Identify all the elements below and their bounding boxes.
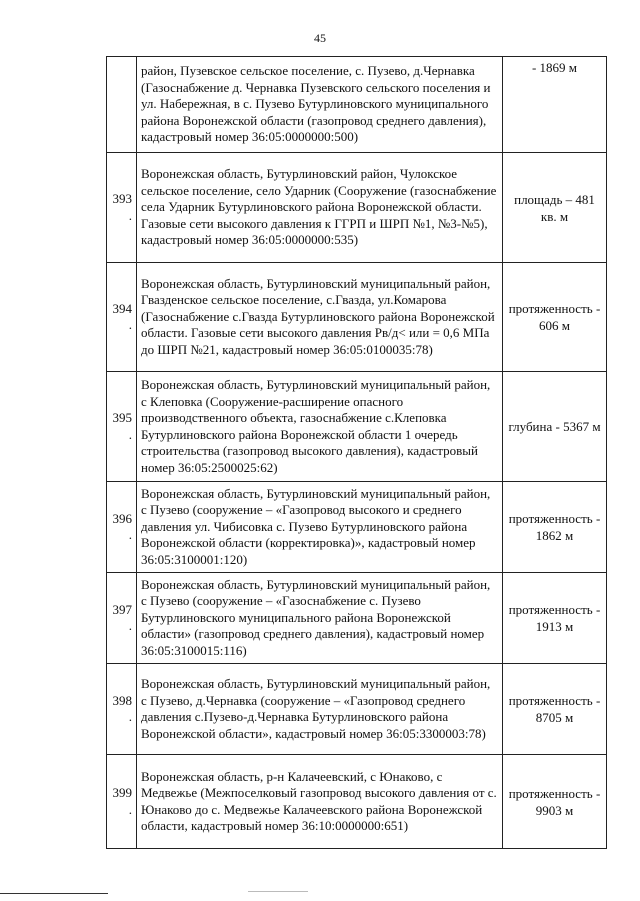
row-number: 397. xyxy=(107,573,137,664)
row-description: Воронежская область, Бутурлиновский муниципальный район, с Пузево (сооружение – «Газоснабжение с. Пузево Бутурлиновского муниципального района Воронежской области» (газопровод среднего давления), кадастровый номер 36:05:3100015:116) xyxy=(137,573,503,664)
row-description: Воронежская область, Бутурлиновский муниципальный район, с Пузево (сооружение – «Газопровод высокого и среднего давления ул. Чибисовка с. Пузево Бутурлиновского района Воронежской области (корректировка)», кадастровый номер 36:05:3100001:120) xyxy=(137,482,503,573)
table-row xyxy=(107,664,607,755)
row-measure: протяженность - 8705 м xyxy=(503,664,607,755)
row-measure: протяженность - 9903 м xyxy=(503,755,607,849)
footer-rule xyxy=(0,893,108,894)
row-number: 393. xyxy=(107,153,137,263)
row-measure: - 1869 м xyxy=(503,57,607,153)
row-description: Воронежская область, Бутурлиновский муниципальный район, с Клеповка (Сооружение-расширение опасного производственного объекта, газоснабжение с.Клеповка Бутурлиновского района Воронежской области 1 очередь строительства (газопровод высокого давления), кадастровый номер 36:05:2500025:62) xyxy=(137,372,503,482)
registry-table xyxy=(106,56,607,849)
table-row xyxy=(107,482,607,573)
row-description: Воронежская область, р-н Калачеевский, с Юнаково, с Медвежье (Межпоселковый газопровод высокого давления от с. Юнаково до с. Медвежье Калачеевского района Воронежской области, кадастровый номер 36:10:0000000:651) xyxy=(137,755,503,849)
row-number xyxy=(107,57,137,153)
table-row xyxy=(107,57,607,153)
table-row xyxy=(107,755,607,849)
row-number: 399. xyxy=(107,755,137,849)
table-row xyxy=(107,372,607,482)
row-description: Воронежская область, Бутурлиновский муниципальный район, с Пузево, д.Чернавка (сооружение – «Газопровод среднего давления с.Пузево-д.Чернавка Бутурлиновского района Воронежской области», кадастровый номер 36:05:3300003:78) xyxy=(137,664,503,755)
row-measure: протяженность - 1862 м xyxy=(503,482,607,573)
row-number: 395. xyxy=(107,372,137,482)
row-measure: протяженность - 1913 м xyxy=(503,573,607,664)
table-row xyxy=(107,573,607,664)
row-measure: площадь – 481 кв. м xyxy=(503,153,607,263)
table-row xyxy=(107,153,607,263)
row-measure: протяженность - 606 м xyxy=(503,263,607,372)
page-number: 45 xyxy=(314,31,326,45)
row-number: 398. xyxy=(107,664,137,755)
row-number: 394. xyxy=(107,263,137,372)
row-measure: глубина - 5367 м xyxy=(503,372,607,482)
footer-scan-mark xyxy=(248,891,308,896)
row-number: 396. xyxy=(107,482,137,573)
row-description: Воронежская область, Бутурлиновский муниципальный район, Гвазденское сельское поселение, с.Гвазда, ул.Комарова (Газоснабжение с.Гвазда Бутурлиновского района Воронежской области. Газовые сети высокого давления Рв/д< или = 0,6 МПа до ШРП №21, кадастровый номер 36:05:0100035:78) xyxy=(137,263,503,372)
row-description: район, Пузевское сельское поселение, с. Пузево, д.Чернавка (Газоснабжение д. Чернавка Пузевского сельского поселения и ул. Набережная, в с. Пузево Бутурлиновского муниципального района Воронежской области (газопровод среднего давления), кадастровый номер 36:05:0000000:500) xyxy=(137,57,503,153)
row-description: Воронежская область, Бутурлиновский район, Чулокское сельское поселение, село Ударник (Сооружение (газоснабжение села Ударник Бутурлиновского района Воронежской области. Газовые сети высокого давления к ГГРП и ШРП №1, №3-№5), кадастровый номер 36:05:0000000:535) xyxy=(137,153,503,263)
table-row xyxy=(107,263,607,372)
